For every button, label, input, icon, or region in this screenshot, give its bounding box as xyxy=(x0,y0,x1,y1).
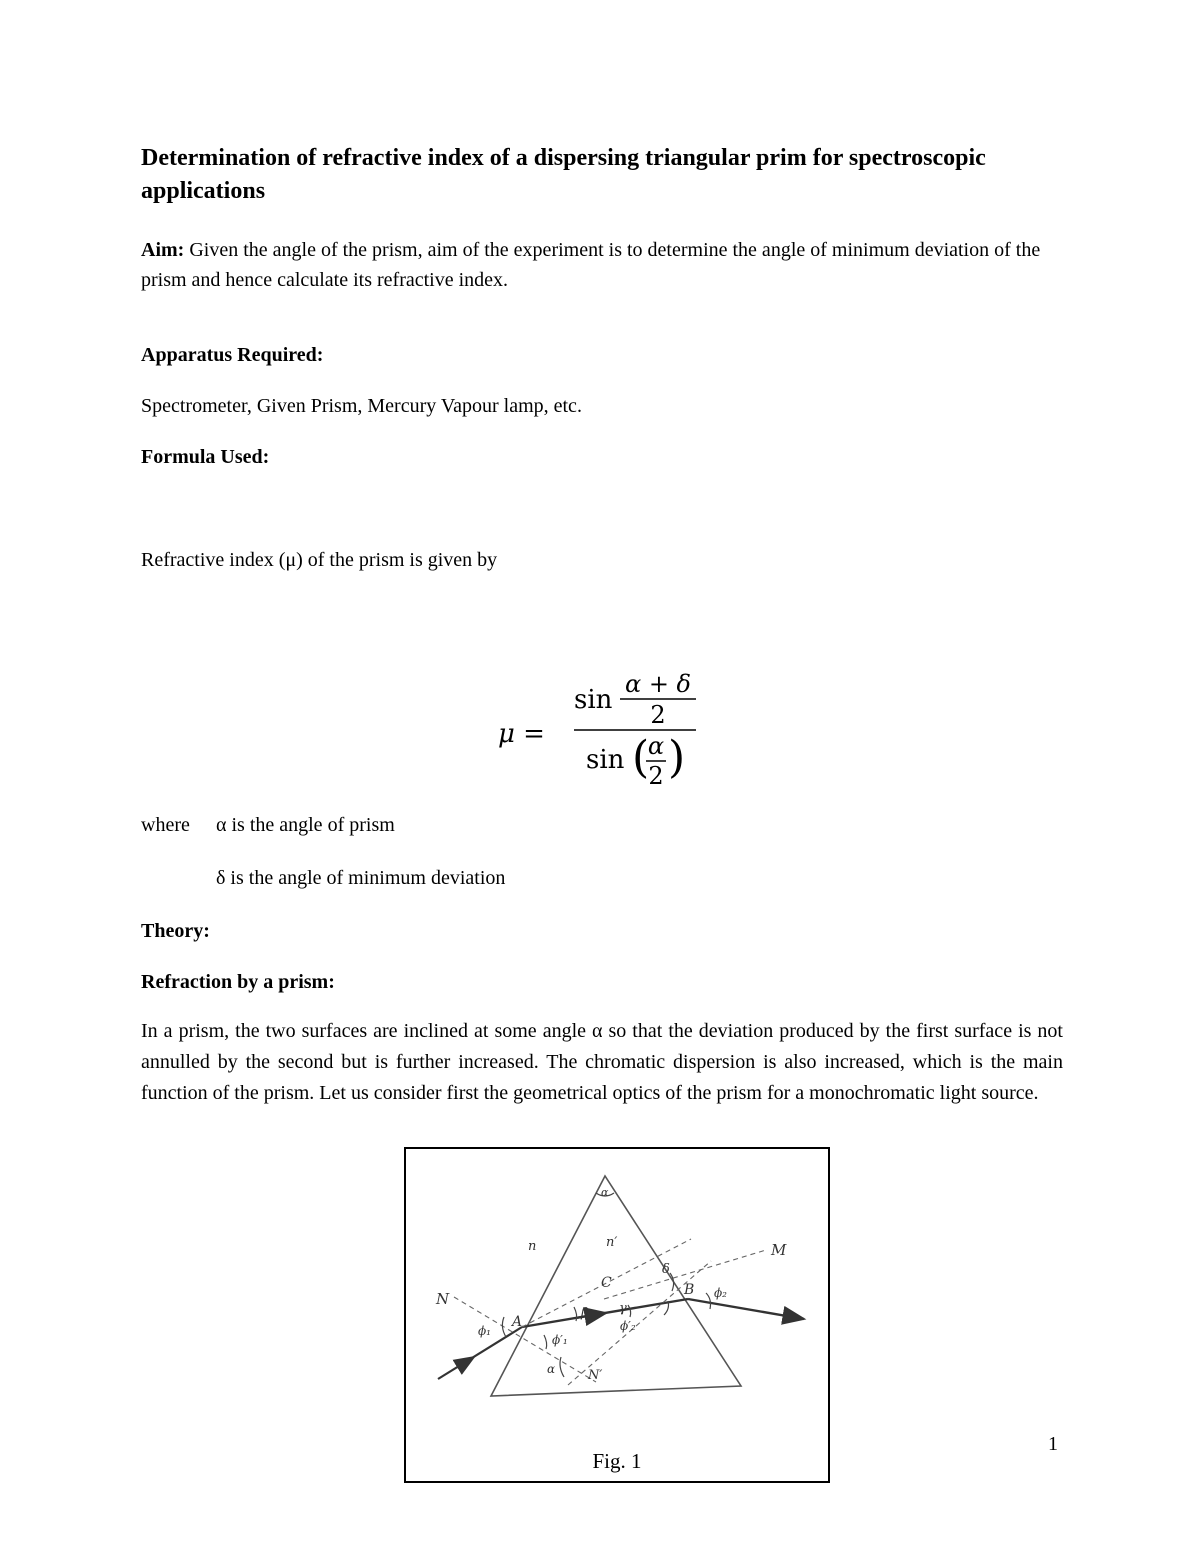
label-phi2-prime: ϕ′₂ xyxy=(620,1319,636,1333)
emergent-ray xyxy=(688,1299,804,1319)
eq-den-frac-bottom: 2 xyxy=(648,762,664,790)
page-title: Determination of refractive index of a dispersing triangular prim for spectroscopic applications xyxy=(141,145,986,204)
aim-label: Aim: xyxy=(141,239,185,261)
theory-paragraph: In a prism, the two surfaces are inclined at some angle α so that the deviation produced by the first surface is not annulled by the second but is further increased. The chromatic dispersion is also increased, which is the main function of the prism. Let us consider first the geometrical optics of the prism for a monochromatic light source. xyxy=(141,1020,1063,1104)
label-gamma: γ xyxy=(619,1301,627,1316)
equation-svg xyxy=(490,660,720,800)
formula-heading: Formula Used: xyxy=(141,446,270,468)
apparatus-text: Spectrometer, Given Prism, Mercury Vapour lamp, etc. xyxy=(141,395,582,417)
label-alpha-top: α xyxy=(601,1186,609,1199)
label-phi1: ϕ₁ xyxy=(478,1324,491,1338)
label-C: C xyxy=(601,1275,612,1291)
alpha-bottom-arc xyxy=(560,1357,564,1377)
phi2-arc xyxy=(706,1293,711,1309)
refractive-index-equation xyxy=(490,660,720,800)
aim-text: Given the angle of the prism, aim of the experiment is to determine the angle of minimum deviation of the prism and hence calculate its refractive index. xyxy=(141,239,1041,291)
page-number: 1 xyxy=(1048,1433,1058,1455)
phi1-prime-arc xyxy=(544,1335,547,1349)
aim-paragraph xyxy=(141,235,1061,295)
figure-1 xyxy=(404,1147,830,1483)
eq-den-frac-top: α xyxy=(647,732,665,760)
label-phi1-prime: ϕ′₁ xyxy=(552,1333,568,1347)
incident-ray-arrow xyxy=(461,1357,474,1365)
eq-den-paren-left: ( xyxy=(632,732,650,783)
apparatus-heading: Apparatus Required: xyxy=(141,344,324,366)
figure-caption: Fig. 1 xyxy=(592,1449,642,1473)
where-delta: δ is the angle of minimum deviation xyxy=(216,867,506,889)
eq-num-frac-bottom: 2 xyxy=(650,701,666,729)
eq-num-sin: sin xyxy=(574,685,613,715)
eq-den-sin: sin xyxy=(586,745,625,775)
eq-den-paren-right: ) xyxy=(668,732,686,783)
label-N-prime: N′ xyxy=(588,1368,603,1383)
label-delta: δ xyxy=(662,1262,670,1277)
eq-num-frac-top: α + δ xyxy=(624,670,692,698)
label-A: A xyxy=(512,1314,523,1330)
label-n-prime: n′ xyxy=(606,1235,618,1250)
eq-lhs: μ = xyxy=(498,719,545,749)
label-N: N xyxy=(436,1290,450,1308)
prism-triangle xyxy=(491,1176,741,1396)
formula-intro: Refractive index (μ) of the prism is given by xyxy=(141,549,498,571)
label-M: M xyxy=(771,1241,787,1259)
label-B: B xyxy=(684,1282,695,1298)
where-alpha: α is the angle of prism xyxy=(216,814,395,836)
refraction-subheading: Refraction by a prism: xyxy=(141,971,335,993)
label-alpha-bottom: α xyxy=(547,1362,556,1376)
theory-heading: Theory: xyxy=(141,920,210,942)
prism-diagram xyxy=(406,1149,828,1444)
label-n: n xyxy=(528,1239,537,1254)
label-beta: β xyxy=(581,1306,589,1321)
where-label: where xyxy=(141,814,190,836)
normal-second-face xyxy=(568,1261,711,1385)
delta-arc xyxy=(670,1273,674,1291)
label-phi2: ϕ₂ xyxy=(714,1286,727,1300)
gamma-arc xyxy=(628,1305,631,1317)
